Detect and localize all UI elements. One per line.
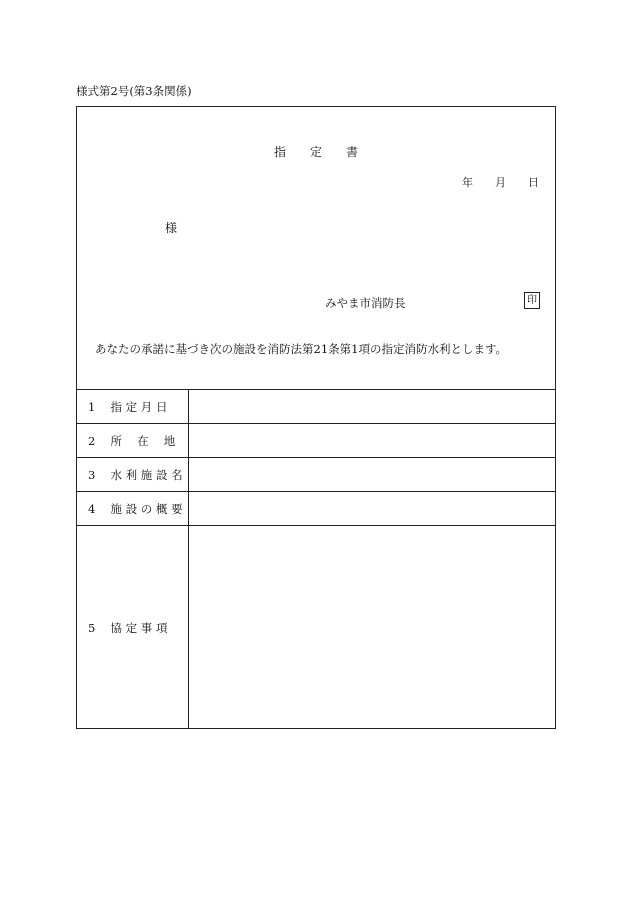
row-label: 3 水 利 施 設 名	[77, 458, 189, 492]
row-value-field[interactable]	[189, 390, 555, 424]
row-value-field[interactable]	[189, 458, 555, 492]
document-title: 指 定 書	[273, 145, 358, 159]
row-location	[77, 423, 555, 458]
addressee-suffix: 様	[165, 221, 178, 235]
row-value-field[interactable]	[189, 526, 555, 729]
issuer-name: みやま市消防長	[325, 296, 406, 310]
row-value-field[interactable]	[189, 492, 555, 526]
row-designation-date	[77, 389, 555, 424]
designation-form	[76, 106, 556, 729]
row-facility-name	[77, 457, 555, 492]
form-number-label: 様式第2号(第3条関係)	[76, 84, 192, 98]
row-label: 5 協 定 事 項	[77, 526, 189, 729]
row-label: 4 施 設 の 概 要	[77, 492, 189, 526]
seal-mark: 印	[524, 292, 540, 309]
row-agreement-items	[77, 525, 555, 729]
row-facility-overview	[77, 491, 555, 526]
row-label: 2 所 在 地	[77, 424, 189, 458]
date-line: 年 月 日	[462, 176, 539, 189]
row-value-field[interactable]	[189, 424, 555, 458]
designation-statement: あなたの承諾に基づき次の施設を消防法第21条第1項の指定消防水利とします。	[95, 342, 508, 356]
row-label: 1 指 定 月 日	[77, 390, 189, 424]
